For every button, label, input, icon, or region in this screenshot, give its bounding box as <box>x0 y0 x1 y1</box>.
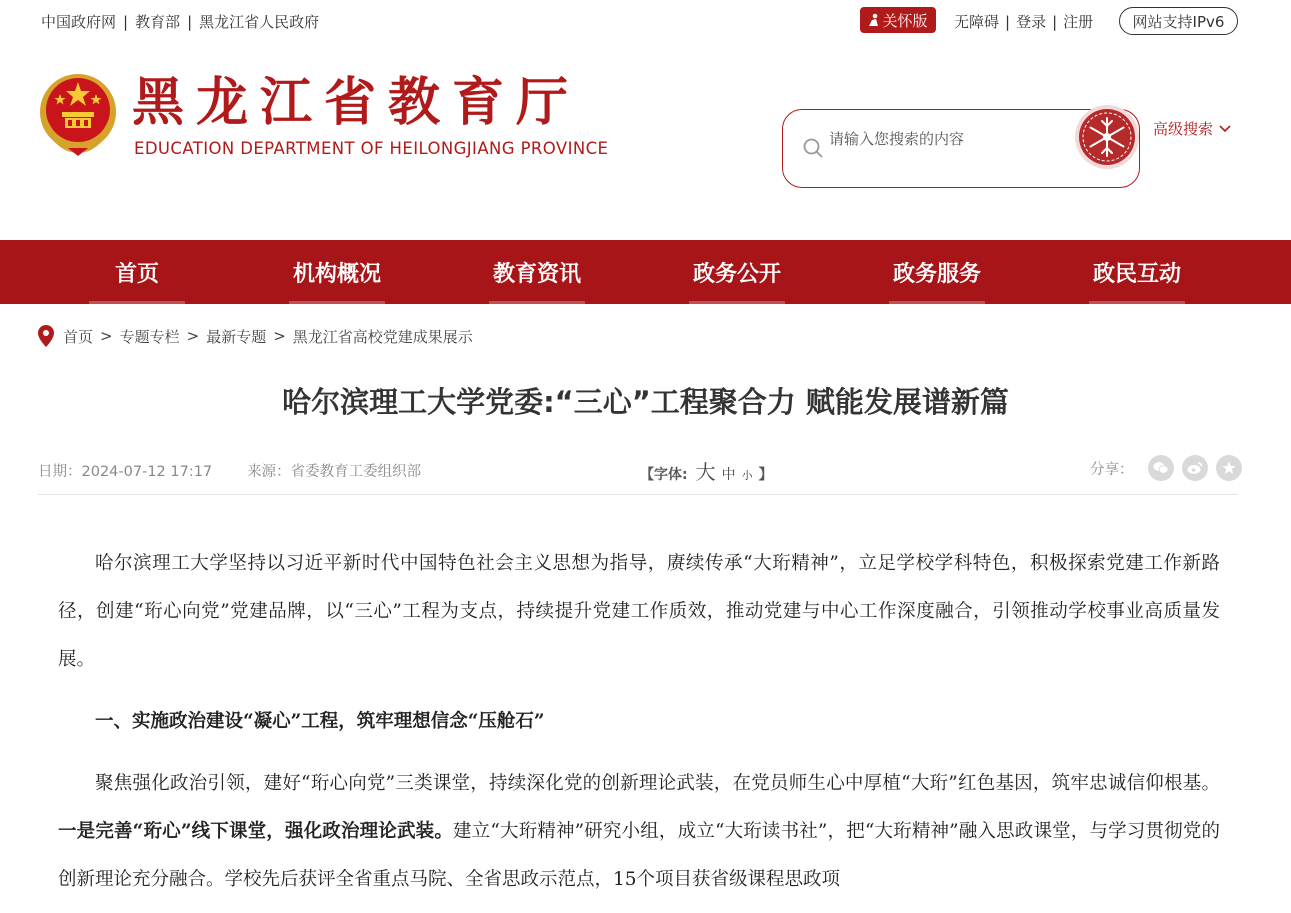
separator: | <box>1005 12 1011 31</box>
link-gov-cn[interactable]: 中国政府网 <box>41 13 117 31</box>
breadcrumb <box>38 325 473 347</box>
article-meta <box>38 460 421 481</box>
breadcrumb-separator: > <box>273 327 286 345</box>
nav-underline <box>289 301 385 304</box>
nav-underline <box>689 301 785 304</box>
breadcrumb-latest-topic[interactable]: 最新专题 <box>206 327 267 346</box>
nav-label: 政务服务 <box>892 261 981 287</box>
share-label: 分享： <box>1090 461 1134 478</box>
section-heading: 一、实施政治建设“凝心”工程，筑牢理想信念“压舱石” <box>95 711 545 732</box>
nav-label: 教育资讯 <box>492 261 581 287</box>
accessibility-link[interactable]: 无障碍 <box>954 13 1000 31</box>
care-mode-label: 关怀版 <box>882 11 928 30</box>
location-pin-icon <box>38 325 54 347</box>
font-size-control <box>640 456 773 485</box>
font-size-small[interactable]: 小 <box>741 469 753 482</box>
advanced-search-link[interactable] <box>1153 118 1231 139</box>
wechat-icon[interactable] <box>1148 455 1174 481</box>
search-input[interactable] <box>829 128 1059 150</box>
nav-item-gov-affairs-public[interactable] <box>689 240 785 304</box>
breadcrumb-current[interactable]: 黑龙江省高校党建成果展示 <box>292 327 473 346</box>
paragraph-text: 聚焦强化政治引领，建好“珩心向党”三类课堂，持续深化党的创新理论武装，在党员师生心中厚植“大珩”红色基因，筑牢忠诚信仰根基。 <box>95 773 1220 794</box>
external-links <box>41 11 319 32</box>
top-bar <box>0 0 1291 42</box>
link-moe[interactable]: 教育部 <box>135 13 181 31</box>
font-size-medium[interactable]: 中 <box>721 467 736 483</box>
site-title: 黑龙江省教育厅 <box>132 73 581 133</box>
nav-label: 机构概况 <box>292 261 381 287</box>
breadcrumb-home[interactable]: 首页 <box>63 327 94 346</box>
article-date: 日期：2024-07-12 17:17 <box>38 464 213 480</box>
nav-label: 首页 <box>114 261 159 287</box>
nav-underline <box>89 301 185 304</box>
weibo-icon[interactable] <box>1182 455 1208 481</box>
paragraph-text: 建立“大珩精神”研究小组，成立“大珩读书社”，把“大珩精神”融入思政课堂，与学习贯彻党的创新理论充分融合。学校先后获评全省重点马院、全省思政示范点，15个项目获省级课程思政项 <box>58 821 1220 890</box>
article-source: 来源：省委教育工委组织部 <box>247 464 422 480</box>
nav-item-news[interactable] <box>489 240 585 304</box>
care-mode-button[interactable] <box>860 7 936 33</box>
breadcrumb-separator: > <box>186 327 200 345</box>
main-nav <box>0 240 1291 304</box>
meta-divider <box>38 494 1238 495</box>
nav-underline <box>889 301 985 304</box>
national-emblem <box>38 70 118 156</box>
nav-label: 政务公开 <box>692 261 781 287</box>
paragraph-bold-text: 一是完善“珩心”线下课堂，强化政治理论武装。 <box>58 821 453 842</box>
font-size-bracket: 】 <box>758 467 773 483</box>
link-hlj-gov[interactable]: 黑龙江省人民政府 <box>199 13 320 31</box>
separator: | <box>1052 12 1058 31</box>
care-icon <box>868 13 880 27</box>
breadcrumb-special-column[interactable]: 专题专栏 <box>119 327 180 346</box>
favorite-star-icon[interactable] <box>1216 455 1242 481</box>
article-title: 哈尔滨理工大学党委:“三心”工程聚合力 赋能发展谱新篇 <box>282 385 1009 419</box>
separator: | <box>123 12 129 31</box>
nav-underline <box>1089 301 1185 304</box>
account-links <box>954 11 1093 32</box>
font-size-large[interactable]: 大 <box>695 460 716 484</box>
snowflake-badge-icon[interactable] <box>1074 104 1140 170</box>
site-subtitle: EDUCATION DEPARTMENT OF HEILONGJIANG PROVINCE <box>134 139 609 158</box>
nav-item-home[interactable] <box>89 240 185 304</box>
search-icon[interactable] <box>803 138 823 158</box>
nav-item-organization[interactable] <box>289 240 385 304</box>
login-link[interactable]: 登录 <box>1016 13 1047 31</box>
ipv6-badge[interactable]: 网站支持IPv6 <box>1119 7 1238 35</box>
register-link[interactable]: 注册 <box>1063 13 1094 31</box>
nav-underline <box>489 301 585 304</box>
separator: | <box>187 12 193 31</box>
paragraph: 哈尔滨理工大学坚持以习近平新时代中国特色社会主义思想为指导，赓续传承“大珩精神”，立足学校学科特色，积极探索党建工作新路径，创建“珩心向党”党建品牌，以“三心”工程为支点，持续提升党建工作质效，推动党建与中心工作深度融合，引领推动学校事业高质量发展。 <box>58 553 1220 670</box>
nav-item-interaction[interactable] <box>1089 240 1185 304</box>
chevron-down-icon <box>1219 125 1231 133</box>
paragraph <box>58 760 1220 904</box>
font-size-label: 【字体: <box>640 467 688 483</box>
share-bar <box>1090 455 1242 481</box>
nav-item-gov-services[interactable] <box>889 240 985 304</box>
advanced-search-label: 高级搜索 <box>1153 120 1214 138</box>
nav-label: 政民互动 <box>1092 261 1181 287</box>
breadcrumb-separator: > <box>100 327 113 345</box>
article-body <box>58 540 1220 904</box>
